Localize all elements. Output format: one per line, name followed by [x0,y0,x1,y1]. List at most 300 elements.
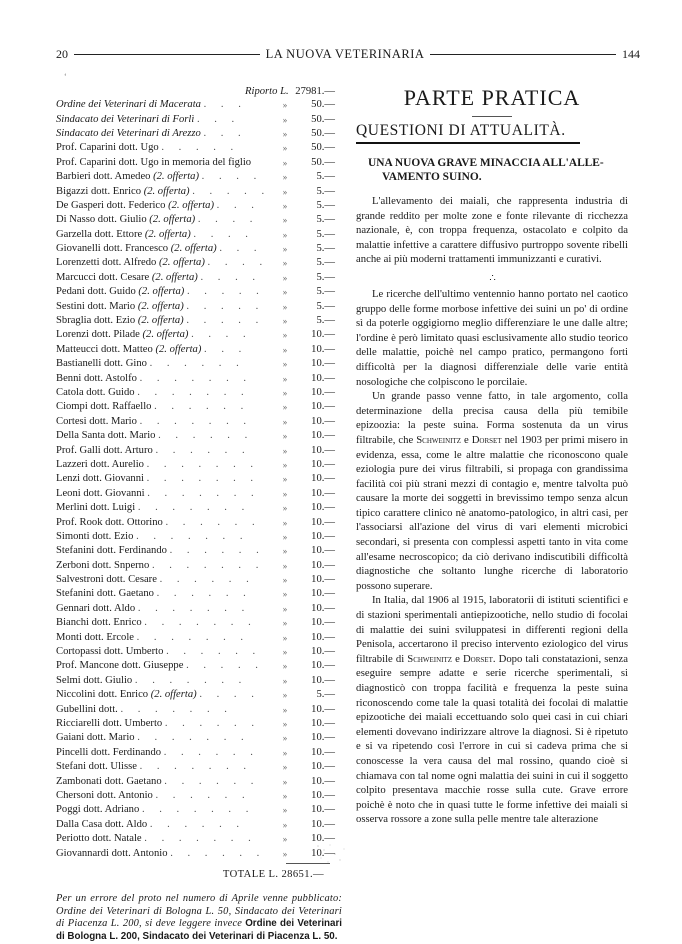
donation-row [56,170,342,184]
donation-amount: 5.— [316,214,335,226]
ditto-mark: » [282,546,288,557]
donation-amount: 10.— [311,545,335,557]
donor-name-text: Zambonati dott. Gaetano [56,775,162,787]
ditto-mark: » [282,647,288,658]
ditto-mark: » [282,359,288,370]
offer-note: (2. offerta) [150,689,197,701]
donation-amount: 5.— [316,286,335,298]
donor-name [56,487,277,501]
leader-dots: . . . . . [186,286,265,298]
donation-row [56,573,342,587]
donation-row [56,314,342,328]
donor-name-text: Bianchi dott. Enrico [56,617,142,629]
donation-row [56,775,342,789]
donor-name-text: Stefanini dott. Gaetano [56,588,154,600]
donor-name-text: Ordine dei Veterinari di Macerata [56,99,201,111]
donation-row [56,242,342,256]
p4-text-c: . Dopo tali constatazioni, senza eseguire sempre adatte e serie ricerche sperimentali, si diagnosticò con troppa facilità e frequenza la peste suina riconoscendo come tale la quasi totalità dei focolai di malattie epizootiche dei maiali eccettuando solo quei casi in cui chiari elementi dovevano indirizzare altrove la diagnosi. Si è ripetuto e si va ripetendo così l'errore in cui si cadeva prima che si conoscesse la vera causa del mal rossino, quando cioè si chiamava con tal nome ogni malattia dei suini in cui il soggetto colpito presentava macchie rosse sulla cute. Grave errore poichè è noto che in quasi tutte le forme infettive dei maiali si osserva rossore a zone sulla pelle mentre tale alterazione [356,652,628,826]
donor-name-text: Bigazzi dott. Enrico [56,185,142,197]
donation-amount: 10.— [311,617,335,629]
donation-amount: 50.— [311,127,335,139]
ditto-mark: » [282,186,288,197]
ditto-mark: » [282,762,288,773]
ditto-mark: » [282,517,288,528]
ditto-mark: » [282,733,288,744]
donation-row [56,659,342,673]
leader-dots: . . . [196,113,241,125]
donation-amount: 10.— [311,818,335,830]
leader-dots: . . . . . . . [141,804,255,816]
leader-dots: . . . . . [186,315,265,327]
author-dorset: Dorset [471,433,502,446]
leader-dots: . . . . . [192,185,271,197]
donation-amount: 10.— [311,329,335,341]
page-number-left: 20 [56,46,68,61]
leader-dots: . . . . . . [155,789,251,801]
leader-dots: . . . . . . . [137,387,250,398]
donation-row [56,98,342,112]
ditto-mark: » [282,215,288,226]
donation-amount: 10.— [311,415,335,427]
ditto-mark: » [282,675,288,686]
offer-note: (2. offerta) [143,185,190,197]
leader-dots: . . . . . . . [137,502,251,514]
donation-amount: 10.— [311,372,335,384]
leader-dots: . . . . . . [149,358,245,370]
leader-dots: . . . . [197,214,259,226]
donation-amount: 10.— [311,717,335,729]
donation-amount: 10.— [311,387,335,398]
donor-name-text: Poggi dott. Adriano [56,804,140,816]
donation-row [56,544,342,558]
leader-dots: . . . . . [161,142,240,154]
donation-row [56,285,342,299]
donation-amount: 10.— [311,646,335,658]
leader-dots: . . . . . . [158,430,254,442]
donor-name [56,458,277,472]
donation-amount: 10.— [311,602,335,614]
donation-amount: 5.— [316,185,335,197]
author-schweinitz: Schweinitz [407,652,453,665]
donation-row [56,113,342,127]
donation-amount: 10.— [311,444,335,456]
leader-dots: . . . . . . . [136,631,250,643]
donation-row [56,400,342,414]
donor-name [56,386,277,400]
donor-name-text: Salvestroni dott. Cesare [56,574,157,586]
donor-name-text: Zerboni dott. Snperno [56,559,150,571]
donor-name-text: Garzella dott. Ettore [56,228,143,240]
ditto-mark: » [282,272,288,283]
donation-amount: 10.— [311,588,335,600]
donor-name [56,343,277,357]
donor-name [56,185,277,199]
donor-name [56,256,277,270]
donation-row [56,760,342,774]
donor-name-text: Catola dott. Guido [56,387,135,398]
donation-amount: 5.— [316,243,335,255]
donation-row [56,372,342,386]
donor-name [56,314,277,328]
donation-row [56,271,342,285]
ditto-mark: » [282,632,288,643]
donor-name [56,213,277,227]
ditto-mark: » [282,287,288,298]
donor-name-text: Prof. Mancone dott. Giuseppe [56,660,184,672]
leader-dots: . . . . . . [165,516,261,528]
ditto-mark: » [282,316,288,327]
offer-note: (2. offerta) [137,315,184,327]
donation-amount: 50.— [311,142,335,154]
donation-amount: 10.— [311,746,335,758]
leader-dots: . . . [216,199,260,211]
donation-amount: 10.— [311,458,335,470]
article-title-line1: UNA NUOVA GRAVE MINACCIA ALL'ALLE- [368,157,604,169]
leader-dots: . . . . . . . [146,458,260,470]
donor-name [56,717,277,731]
donation-amount: 50.— [311,156,335,168]
donor-name [56,746,277,760]
donor-name-text: Dalla Casa dott. Aldo [56,818,148,830]
p3-text-b: e [461,433,472,446]
donation-row [56,516,342,530]
donation-amount: 10.— [311,559,335,571]
ditto-mark: » [282,848,288,859]
donation-amount: 5.— [316,300,335,312]
leader-dots: . . . . . . . [134,674,248,686]
donation-row [56,847,342,861]
donor-name-text: Lorenzi dott. Pilade [56,329,140,341]
donation-amount: 50.— [311,99,335,111]
donation-amount: 10.— [311,516,335,528]
p4-text-a: In Italia, dal 1906 al 1915, laboratorii di istituti scientifici e di stazioni sperimentali antiepizootiche, nello studio di focolai di malattie dei suini sviluppatesi in differenti regioni della Penisola, accertarono il preciso intervento eziologico del virus filtrabile di [356,594,628,665]
article-title [356,156,628,184]
leader-dots: . . . . . . . [137,602,251,614]
total-line: TOTALE L. 28651.— [222,868,324,880]
donor-name [56,847,277,861]
offer-note: (2. offerta) [144,228,191,240]
ditto-mark: » [282,747,288,758]
asterism: ∴ [489,272,495,284]
leader-dots: . . . . . . . [136,530,249,542]
donor-name [56,285,277,299]
donor-name [56,127,277,141]
donor-name-text: Bastianelli dott. Gino [56,358,147,370]
donor-name-text: Gubellini dott. [56,703,118,715]
donor-name-text: Periotto dott. Natale [56,833,142,845]
donor-name-text: Ricciarelli dott. Umberto [56,717,163,729]
leader-dots: . . . . . . . [139,372,253,384]
section-title: PARTE PRATICA [403,85,581,110]
donation-amount: 10.— [311,703,335,715]
leader-dots: . . . . [200,271,262,283]
donor-name [56,760,277,774]
donation-amount: 10.— [311,430,335,442]
donor-name-text: Marcucci dott. Cesare [56,271,150,283]
donation-row [56,731,342,745]
donation-amount: 10.— [311,674,335,686]
donor-name-text: Simonti dott. Ezio [56,530,134,542]
donation-row [56,789,342,803]
donor-name-text: Matteucci dott. Matteo [56,343,153,355]
leader-dots: . . . . [199,689,260,701]
donor-name [56,113,277,127]
ditto-mark: » [282,575,288,586]
leader-dots: . . . . . [186,300,265,312]
ditto-mark: » [282,474,288,485]
donor-name [56,400,277,414]
donor-name-text: Lorenzetti dott. Alfredo [56,257,157,269]
ditto-mark: » [282,531,288,542]
p3-text-a: Un grande passo venne fatto, in tale argomento, colla determinazione della precisa causa della più temibile epizoozia: la peste suina. Forma sostenuta da un virus filtrabile, che [356,390,628,446]
offer-note: (2. offerta) [155,343,202,355]
margin-mark: ‘ [64,72,67,81]
donation-amount: 10.— [311,530,335,542]
donation-amount: 10.— [311,473,335,485]
offer-note: (2. offerta) [151,271,198,283]
donor-name [56,559,277,573]
donation-row [56,199,342,213]
header-rule-left [74,54,260,55]
donor-name [56,170,277,184]
riporto-label: Riporto L. [245,86,289,97]
running-header [56,47,640,61]
leader-dots: . . . . . . [163,746,259,758]
leader-dots: . . . . . . . [144,833,257,845]
donor-name [56,645,277,659]
donor-name [56,141,277,155]
donation-row [56,300,342,314]
donor-name-text: Giovanelli dott. Francesco [56,243,169,255]
donation-amount: 10.— [311,401,335,413]
donor-name-text: Prof. Galli dott. Arturo [56,444,153,456]
offer-note: (2. offerta) [142,329,189,341]
donation-amount: 10.— [311,732,335,744]
leader-dots: . . . . . . [164,775,260,787]
leader-dots: . . . . . [186,660,264,672]
donor-name-text: Prof. Caparini dott. Ugo in memoria del figlio [56,156,252,168]
donor-name-text: Niccolini dott. Enrico [56,689,149,701]
ditto-mark: » [282,416,288,427]
ditto-mark: » [282,229,288,240]
header-rule-right [430,54,616,55]
donor-name-text: De Gasperi dott. Federico [56,199,166,211]
donor-name [56,631,277,645]
donation-amount: 5.— [316,257,335,269]
donation-amount: 10.— [311,660,335,672]
paragraph-2: Le ricerche dell'ultimo ventennio hanno portato nel caotico gruppo delle forme morbose infettive dei suini un po' di ordine sì da poterle oggigiorno meglio differenziare le une dalle altre; l'ordine è però limitato quasi esclusivamente allo studio teorico delle malattie, poichè nel campo pratico, permangono forti difficoltà per la diagnosi differenziale delle varie entità nosologiche che colpiscono le porcilaie. [356,287,628,388]
donation-row [56,703,342,717]
donor-name [56,372,277,386]
donor-name-text: Gaiani dott. Mario [56,732,135,744]
donation-row [56,674,342,688]
donor-name [56,429,277,443]
donation-row [56,501,342,515]
offer-note: (2. offerta) [170,243,217,255]
ditto-mark: » [282,560,288,571]
ditto-mark: » [282,488,288,499]
donation-amount: 10.— [311,574,335,586]
donation-row [56,746,342,760]
leader-dots: . . . . [207,257,269,269]
donor-name [56,616,277,630]
donation-row [56,415,342,429]
ditto-mark: » [282,388,288,398]
donor-name [56,602,277,616]
ditto-mark: » [282,128,288,139]
donor-name [56,98,277,112]
ditto-mark: » [282,704,288,715]
leader-dots: . . . . . . . [144,617,257,629]
donor-name [56,573,277,587]
ditto-mark: » [282,776,288,787]
donor-name-text: Selmi dott. Giulio [56,674,133,686]
ditto-mark: » [282,344,288,355]
donation-row [56,717,342,731]
donation-row [56,602,342,616]
page-number-right: 144 [622,46,641,61]
offer-note: (2. offerta) [153,171,200,183]
donor-name [56,674,277,688]
donor-name-text: Stefanini dott. Ferdinando [56,545,167,557]
journal-title: LA NUOVA VETERINARIA [265,46,425,61]
donor-name-text: Prof. Caparini dott. Ugo [56,142,159,154]
donor-name [56,156,277,170]
donor-name [56,357,277,371]
p4-text-b: e [452,652,463,665]
erratum-italic: Per un errore del proto nel numero di Aprile venne pubblicato: Ordine dei Veterinari di Bologna L. 50, Sindacato dei Veterinari di Piacenza L. 200, si deve leggere invece [56,892,342,930]
donor-name-text: Cortesi dott. Mario [56,415,137,427]
donation-amount: 50.— [311,113,335,125]
ditto-mark: » [282,157,288,168]
donor-name [56,228,277,242]
ditto-mark: » [282,589,288,600]
leader-dots: . . . [203,127,247,139]
donation-amount: 10.— [311,804,335,816]
erratum-correction: Ordine dei Veterinari di Bologna L. 200, Sindacato dei Veterinari di Piacenza L. 50. [56,918,343,943]
donor-name [56,818,277,832]
donor-name-text: Giovannardi dott. Antonio [56,847,168,859]
leader-dots: . . . . . . [156,588,252,600]
donor-name-text: Prof. Rook dott. Ottorino [56,516,163,528]
donor-name-text: Della Santa dott. Mario [56,430,156,442]
donor-name [56,659,277,673]
author-schweinitz: Schweinitz [416,433,462,446]
donor-name-text: Stefani dott. Ulisse [56,761,137,773]
paper-stain [310,840,350,870]
donor-name [56,803,277,817]
ditto-mark: » [282,100,288,111]
subsection-title: QUESTIONI DI ATTUALITÀ. [356,122,580,144]
donor-name [56,271,277,285]
donor-name-text: Sestini dott. Mario [56,300,136,312]
donor-name [56,501,277,515]
riporto-line [56,85,342,98]
donor-name [56,530,277,544]
author-dorset: Dorset [462,652,493,665]
ditto-mark: » [282,690,288,701]
leader-dots: . . . [204,343,248,355]
donations-column [56,85,342,944]
ditto-mark: » [282,431,288,442]
ditto-mark: » [282,114,288,125]
leader-dots: . . . . . . [166,646,262,658]
ditto-mark: » [282,503,288,514]
donation-amount: 10.— [311,761,335,773]
donor-name-text: Di Nasso dott. Giulio [56,214,147,226]
ditto-mark: » [282,330,288,341]
paragraph-1: L'allevamento dei maiali, che rappresenta industria di grande reddito per molte zone e fonte rilevante di ricchezza nazionale, è, con troppa frequenza, ostacolato e colpito da malattie infettive a carattere diffusivo purtroppo sovente ribelli anche ai più moderni trattamenti immunizzanti e curativi. [356,195,628,266]
ditto-mark: » [282,718,288,729]
offer-note: (2. offerta) [149,214,196,226]
donor-name-text: Leoni dott. Giovanni [56,487,145,499]
donor-name [56,688,277,702]
offer-note: (2. offerta) [137,300,184,312]
ditto-mark: » [282,143,288,154]
donor-name [56,775,277,789]
donor-name-text: Sindacato dei Veterinari di Arezzo [56,127,201,139]
donor-name-text: Gennari dott. Aldo [56,602,136,614]
donor-name-text: Lazzeri dott. Aurelio [56,458,144,470]
offer-note: (2. offerta) [138,286,185,298]
donation-row [56,256,342,270]
donor-name-text: Merlini dott. Luigi [56,502,136,514]
donation-row [56,213,342,227]
ditto-mark: » [282,244,288,255]
donation-amount: 10.— [311,789,335,801]
donation-amount: 5.— [316,228,335,240]
donation-row [56,185,342,199]
p3-text-c: nel 1903 per primi misero in evidenza, essa, come le altre malattie che riconoscono quale eziologia pure dei virus filtrabili, si propaga con grandissima facilità coi più strani mezzi di contagio e, mentre talvolta può causare la morte dei soggetti in brevissimo tempo senza alcun tipico carattere clinico nè anatomo-patologico, in altri casi, per l'associarsi all'azione del virus di vari elementi microbici secondari, si presenta con complessi aspetti tanto in vita come all'esame necroscopico; da ciò derivano indiscutibili difficoltà diagnostiche che soltanto lunghe ricerche di laboratorio possono superare. [356,433,628,592]
donor-name [56,544,277,558]
leader-dots: . . . . . . . [146,473,260,485]
ditto-mark: » [282,301,288,312]
leader-dots: . . . . . . . [147,487,260,499]
donation-row [56,587,342,601]
leader-dots: . . . . . . [149,818,246,830]
leader-dots: . . . . . . . [139,761,253,773]
ditto-mark: » [282,790,288,801]
donation-row [56,429,342,443]
ditto-mark: » [282,402,288,413]
donor-name [56,832,277,846]
leader-dots: . . . . . . [155,444,251,456]
donor-name-text: Sindacato dei Veterinari di Forlì [56,113,195,125]
ditto-mark: » [282,661,288,672]
donation-row [56,357,342,371]
article-title-line2: VAMENTO SUINO. [382,171,482,183]
ditto-mark: » [282,834,288,845]
donor-name [56,472,277,486]
donation-amount: 10.— [311,358,335,370]
paragraph-3 [356,389,628,593]
leader-dots: . . . . . . [170,847,266,859]
donation-row [56,832,342,846]
ditto-mark: » [282,200,288,211]
donation-amount: 10.— [311,631,335,643]
donation-row [56,127,342,141]
ditto-mark: » [282,603,288,614]
ditto-mark: » [282,459,288,470]
riporto-amount: 27981.— [295,86,335,97]
donation-amount: 10.— [311,502,335,514]
ditto-mark: » [282,258,288,269]
donor-name [56,328,277,342]
donation-row [56,141,342,155]
leader-dots: . . . . . . . [137,732,250,744]
donation-row [56,343,342,357]
leader-dots: . . . . [201,171,263,183]
